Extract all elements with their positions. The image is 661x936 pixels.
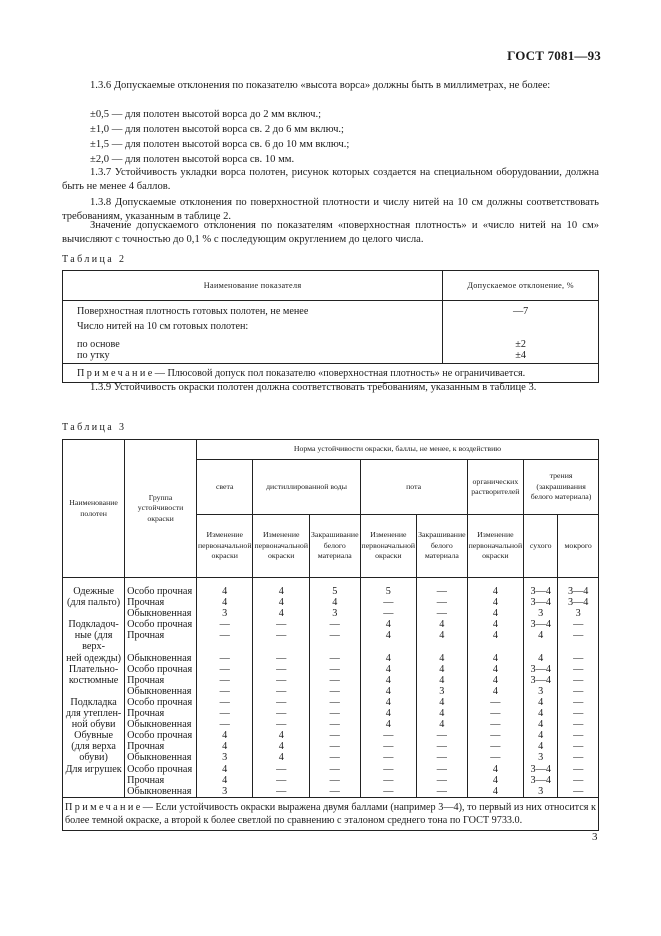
norm-value-cell: 4 [417,719,468,730]
norm-value-cell: 4 [360,719,417,730]
norm-value-cell: — [417,786,468,798]
norm-value-cell: — [253,786,310,798]
norm-value-cell: 4 [417,708,468,719]
value-calculation-paragraph: Значение допускаемого отклонения по показателям «поверхностная плотность» и «число нитей на 10 см» вычисляют с точностью до 0,1 % с последующим округлением до целого числа. [62,220,599,246]
norm-value-cell: 4 [467,619,524,630]
table-row [63,775,599,786]
norm-value-cell: — [310,630,361,652]
norm-value-cell: — [253,719,310,730]
norm-value-cell: — [467,697,524,708]
norm-value-cell: 4 [360,653,417,664]
fastness-group-cell: Обыкновенная [125,786,197,798]
norm-value-cell: — [467,752,524,763]
table-3-header-light: света [196,460,253,515]
norm-value-cell: — [310,619,361,630]
tolerance-item: ±2,0 — для полотен высотой ворса св. 10 мм. [90,154,295,165]
norm-value-cell: — [558,697,599,708]
norm-value-cell: 3 [196,786,253,798]
table-row [63,741,599,752]
norm-value-cell: — [310,764,361,775]
table-3-subheader: Изменение первоначальной окраски [467,515,524,578]
table-2 [62,270,599,383]
norm-value-cell: 3—4 [524,775,558,786]
fabric-name-cell: (для пальто) [63,597,125,608]
norm-value-cell: 4 [524,697,558,708]
table-2-note [63,364,599,383]
norm-value-cell: — [310,686,361,697]
table-3-header-name: Наименование полотен [63,440,125,578]
fastness-group-cell: Прочная [125,675,197,686]
fastness-group-cell: Прочная [125,775,197,786]
norm-value-cell: 4 [360,686,417,697]
table-row [63,608,599,619]
norm-value-cell: 4 [360,708,417,719]
norm-value-cell: — [467,719,524,730]
fastness-group-cell: Прочная [125,741,197,752]
table-2-row-value: ±2 [443,338,599,350]
table-3-note [63,797,599,830]
norm-value-cell: — [417,752,468,763]
norm-value-cell: 3—4 [558,578,599,598]
clause-1-3-9: 1.3.9 Устойчивость окраски полотен должна соответствовать требованиям, указанным в таблице 3. [90,382,537,393]
norm-value-cell: 4 [467,675,524,686]
norm-value-cell: 4 [467,630,524,652]
norm-value-cell: 3—4 [558,597,599,608]
norm-value-cell: 3 [524,752,558,763]
norm-value-cell: 4 [196,597,253,608]
norm-value-cell: 4 [360,630,417,652]
fastness-group-cell: Особо прочная [125,730,197,741]
norm-value-cell: 3—4 [524,664,558,675]
norm-value-cell: — [417,741,468,752]
table-row [63,578,599,598]
norm-value-cell: — [196,664,253,675]
norm-value-cell: — [558,719,599,730]
page-number: 3 [592,831,598,843]
norm-value-cell: — [253,653,310,664]
fabric-name-cell: костюмные [63,675,125,686]
norm-value-cell: 4 [417,619,468,630]
norm-value-cell: — [360,741,417,752]
norm-value-cell: 3 [524,686,558,697]
norm-value-cell: — [417,608,468,619]
norm-value-cell: — [310,675,361,686]
norm-value-cell: 4 [467,664,524,675]
table-3-header-group: Группа устойчивости окраски [125,440,197,578]
table-2-header-name: Наименование показателя [63,271,443,301]
norm-value-cell: — [310,741,361,752]
norm-value-cell: 4 [253,741,310,752]
fastness-group-cell: Обыкновенная [125,719,197,730]
tolerance-item: ±1,5 — для полотен высотой ворса св. 6 до 10 мм включ.; [90,139,350,150]
norm-value-cell: — [253,664,310,675]
norm-value-cell: 4 [467,608,524,619]
table-2-row-name: Поверхностная плотность готовых полотен, не менее [63,301,443,318]
table-row [63,752,599,763]
norm-value-cell: — [253,630,310,652]
norm-value-cell: — [196,686,253,697]
norm-value-cell: — [253,697,310,708]
fastness-group-cell: Обыкновенная [125,653,197,664]
norm-value-cell: — [360,764,417,775]
fabric-name-cell [63,608,125,619]
norm-value-cell: — [417,730,468,741]
norm-value-cell: 4 [417,653,468,664]
table-2-note-text: — Плюсовой допуск пол показателю «поверхностная плотность» не ограничивается. [154,367,526,379]
norm-value-cell: 3—4 [524,578,558,598]
fabric-name-cell: ней одежды) [63,653,125,664]
clause-1-3-8: 1.3.8 Допускаемые отклонения по поверхностной плотности и числу нитей на 10 см должны соответствовать требованиям, указанным в таблице 2. [62,197,599,223]
norm-value-cell: 3 [524,608,558,619]
norm-value-cell: 5 [310,578,361,598]
norm-value-cell: — [310,752,361,763]
norm-value-cell: — [467,741,524,752]
table-2-row-value: —7 [443,301,599,318]
table-2-header-tolerance: Допускаемое отклонение, % [443,271,599,301]
norm-value-cell: 4 [253,752,310,763]
fabric-name-cell: обуви) [63,752,125,763]
fabric-name-cell: Одежные [63,578,125,598]
norm-value-cell: 4 [360,675,417,686]
norm-value-cell: — [310,719,361,730]
norm-value-cell: — [196,630,253,652]
norm-value-cell: — [417,775,468,786]
fastness-group-cell: Прочная [125,708,197,719]
fastness-group-cell: Прочная [125,630,197,652]
norm-value-cell: — [196,675,253,686]
norm-value-cell: — [360,608,417,619]
norm-value-cell: — [558,730,599,741]
table-3-subheader: Закрашивание белого материала [417,515,468,578]
table-3-subheader: Изменение первоначальной окраски [360,515,417,578]
table-3-subheader: Закрашивание белого материала [310,515,361,578]
norm-value-cell: — [558,675,599,686]
table-row [63,697,599,708]
fabric-name-cell: Подкладка [63,697,125,708]
table-3-subheader: Изменение первоначальной окраски [253,515,310,578]
norm-value-cell: — [196,708,253,719]
page-header: ГОСТ 7081—93 [507,48,601,63]
norm-value-cell: 4 [524,741,558,752]
norm-value-cell: 4 [467,775,524,786]
norm-value-cell: 4 [467,686,524,697]
fabric-name-cell: Плательно- [63,664,125,675]
table-3 [62,439,599,831]
norm-value-cell: — [558,786,599,798]
table-2-row-value [443,317,599,338]
tolerance-item: ±0,5 — для полотен высотой ворса до 2 мм включ.; [90,109,322,120]
norm-value-cell: 4 [253,730,310,741]
norm-value-cell: — [253,686,310,697]
norm-value-cell: 4 [467,578,524,598]
norm-value-cell: — [310,664,361,675]
norm-value-cell: 4 [196,578,253,598]
norm-value-cell: — [196,697,253,708]
fabric-name-cell [63,686,125,697]
norm-value-cell: 3 [196,608,253,619]
norm-value-cell: — [558,653,599,664]
norm-value-cell: 3 [558,608,599,619]
norm-value-cell: 4 [524,708,558,719]
table-row [63,686,599,697]
norm-value-cell: — [558,764,599,775]
norm-value-cell: 4 [467,653,524,664]
norm-value-cell: 4 [360,619,417,630]
norm-value-cell: — [558,708,599,719]
table-3-body [63,578,599,798]
table-row [63,653,599,664]
table-2-row-name: по основе [63,338,443,350]
norm-value-cell: 4 [196,730,253,741]
norm-value-cell: 4 [417,664,468,675]
norm-value-cell: — [253,708,310,719]
norm-value-cell: 4 [417,675,468,686]
fastness-group-cell: Особо прочная [125,664,197,675]
fabric-name-cell [63,786,125,798]
norm-value-cell: 4 [196,775,253,786]
norm-value-cell: 4 [196,741,253,752]
norm-value-cell: — [417,578,468,598]
fastness-group-cell: Обыкновенная [125,608,197,619]
norm-value-cell: 4 [310,597,361,608]
fastness-group-cell: Особо прочная [125,578,197,598]
norm-value-cell: 4 [524,719,558,730]
fastness-group-cell: Обыкновенная [125,686,197,697]
table-row [63,630,599,652]
tolerance-item: ±1,0 — для полотен высотой ворса св. 2 до 6 мм включ.; [90,124,345,135]
norm-value-cell: — [196,653,253,664]
norm-value-cell: — [196,619,253,630]
norm-value-cell: — [360,730,417,741]
table-2-row-name: по утку [63,350,443,364]
norm-value-cell: 4 [417,630,468,652]
norm-value-cell: 3 [196,752,253,763]
norm-value-cell: — [467,730,524,741]
clause-1-3-6: 1.3.6 Допускаемые отклонения по показателю «высота ворса» должны быть в миллиметрах, не более: [90,80,551,91]
table-3-header-water: дистиллированной воды [253,460,360,515]
norm-value-cell: 3 [524,786,558,798]
norm-value-cell: 4 [467,786,524,798]
norm-value-cell: 3—4 [524,675,558,686]
norm-value-cell: — [360,786,417,798]
fastness-group-cell: Особо прочная [125,764,197,775]
norm-value-cell: 3—4 [524,597,558,608]
fabric-name-cell: (для верха [63,741,125,752]
table-row [63,675,599,686]
norm-value-cell: — [310,697,361,708]
norm-value-cell: — [310,730,361,741]
table-row [63,786,599,798]
norm-value-cell: 4 [467,764,524,775]
norm-value-cell: — [253,619,310,630]
table-row [63,719,599,730]
table-row [63,597,599,608]
fabric-name-cell: для утеплен- [63,708,125,719]
norm-value-cell: 4 [360,697,417,708]
norm-value-cell: 3—4 [524,619,558,630]
table-3-header-sweat: пота [360,460,467,515]
norm-value-cell: — [558,619,599,630]
norm-value-cell: 3 [417,686,468,697]
norm-value-cell: 4 [524,630,558,652]
norm-value-cell: 4 [253,597,310,608]
norm-value-cell: — [558,664,599,675]
table-row [63,730,599,741]
norm-value-cell: 4 [467,597,524,608]
clause-1-3-7: 1.3.7 Устойчивость укладки ворса полотен, рисунок которых создается на специальном оборудовании, должна быть не менее 4 баллов. [62,167,599,193]
norm-value-cell: — [253,764,310,775]
table-row [63,619,599,630]
fabric-name-cell: Для игрушек [63,764,125,775]
table-3-subheader: мокрого [558,515,599,578]
fabric-name-cell: Обувные [63,730,125,741]
norm-value-cell: 5 [360,578,417,598]
norm-value-cell: — [253,775,310,786]
norm-value-cell: — [360,752,417,763]
norm-value-cell: — [558,686,599,697]
table-3-header-solvents: органических растворителей [467,460,524,515]
fastness-group-cell: Прочная [125,597,197,608]
norm-value-cell: — [467,708,524,719]
table-2-row-value: ±4 [443,350,599,364]
norm-value-cell: 3 [310,608,361,619]
norm-value-cell: 4 [524,730,558,741]
table-3-header-rubbing: трения (закрашивания белого материала) [524,460,599,515]
table-3-subheader: Изменение первоначальной окраски [196,515,253,578]
fastness-group-cell: Особо прочная [125,697,197,708]
table-3-subheader: сухого [524,515,558,578]
norm-value-cell: — [310,775,361,786]
table-3-note-text: — Если устойчивость окраски выражена двумя баллами (например 3—4), то первый из них относится к более темной окраске, а второй к более светлой по сравнению с эталоном среднего тона по ГОСТ 9733.0. [65,801,596,827]
table-3-note-label: Примечание [65,801,143,813]
norm-value-cell: — [558,630,599,652]
norm-value-cell: 4 [253,608,310,619]
table-row [63,664,599,675]
norm-value-cell: — [558,752,599,763]
table-3-header-norm: Норма устойчивости окраски, баллы, не менее, к воздействию [196,440,598,460]
norm-value-cell: — [253,675,310,686]
table-3-caption: Таблица 3 [62,422,127,433]
norm-value-cell: 4 [253,578,310,598]
fastness-group-cell: Обыкновенная [125,752,197,763]
fabric-name-cell: Подкладоч- [63,619,125,630]
norm-value-cell: 4 [417,697,468,708]
norm-value-cell: — [310,786,361,798]
fabric-name-cell [63,775,125,786]
table-2-row-name: Число нитей на 10 см готовых полотен: [63,317,443,338]
norm-value-cell: — [310,708,361,719]
fabric-name-cell: ной обуви [63,719,125,730]
norm-value-cell: — [196,719,253,730]
norm-value-cell: 3—4 [524,764,558,775]
norm-value-cell: — [558,741,599,752]
norm-value-cell: 4 [524,653,558,664]
table-2-note-label: Примечание [77,367,155,379]
norm-value-cell: — [360,775,417,786]
norm-value-cell: — [310,653,361,664]
norm-value-cell: — [360,597,417,608]
table-row [63,764,599,775]
fabric-name-cell: ные (для верх- [63,630,125,652]
norm-value-cell: — [417,764,468,775]
norm-value-cell: 4 [196,764,253,775]
norm-value-cell: — [417,597,468,608]
norm-value-cell: 4 [360,664,417,675]
table-row [63,708,599,719]
table-2-caption: Таблица 2 [62,254,127,265]
norm-value-cell: — [558,775,599,786]
fastness-group-cell: Особо прочная [125,619,197,630]
